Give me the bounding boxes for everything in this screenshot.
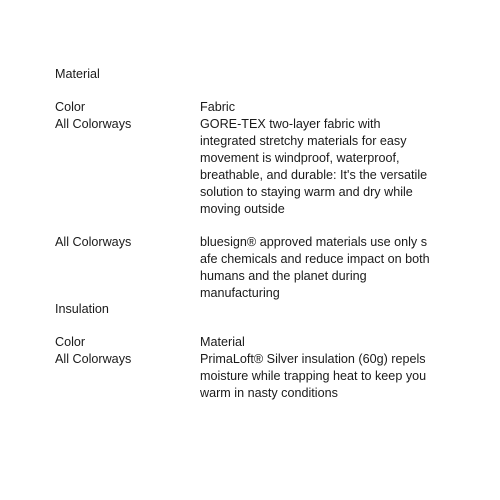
header-color: Color	[55, 335, 86, 349]
header-material: Material	[200, 335, 245, 349]
row-description-gore-tex: GORE-TEX two-layer fabric with integrated stretchy materials for easy movement is windproof, waterproof, breathable, and durable: It's the versatile solution to staying warm and dry while moving outside	[200, 117, 428, 216]
header-color: Color	[55, 100, 86, 114]
header-fabric: Fabric	[200, 100, 235, 114]
row-description-primaloft: PrimaLoft® Silver insulation (60g) repels moisture while trapping heat to keep you warm in nasty conditions	[200, 352, 427, 400]
section-title-material: Material	[55, 67, 100, 81]
row-colorway: All Colorways	[55, 235, 132, 249]
row-description-bluesign: bluesign® approved materials use only s afe chemicals and reduce impact on both humans and the planet during manufacturing	[200, 235, 430, 300]
row-colorway: All Colorways	[55, 352, 132, 366]
section-title-insulation: Insulation	[55, 302, 109, 316]
row-colorway: All Colorways	[55, 117, 132, 131]
